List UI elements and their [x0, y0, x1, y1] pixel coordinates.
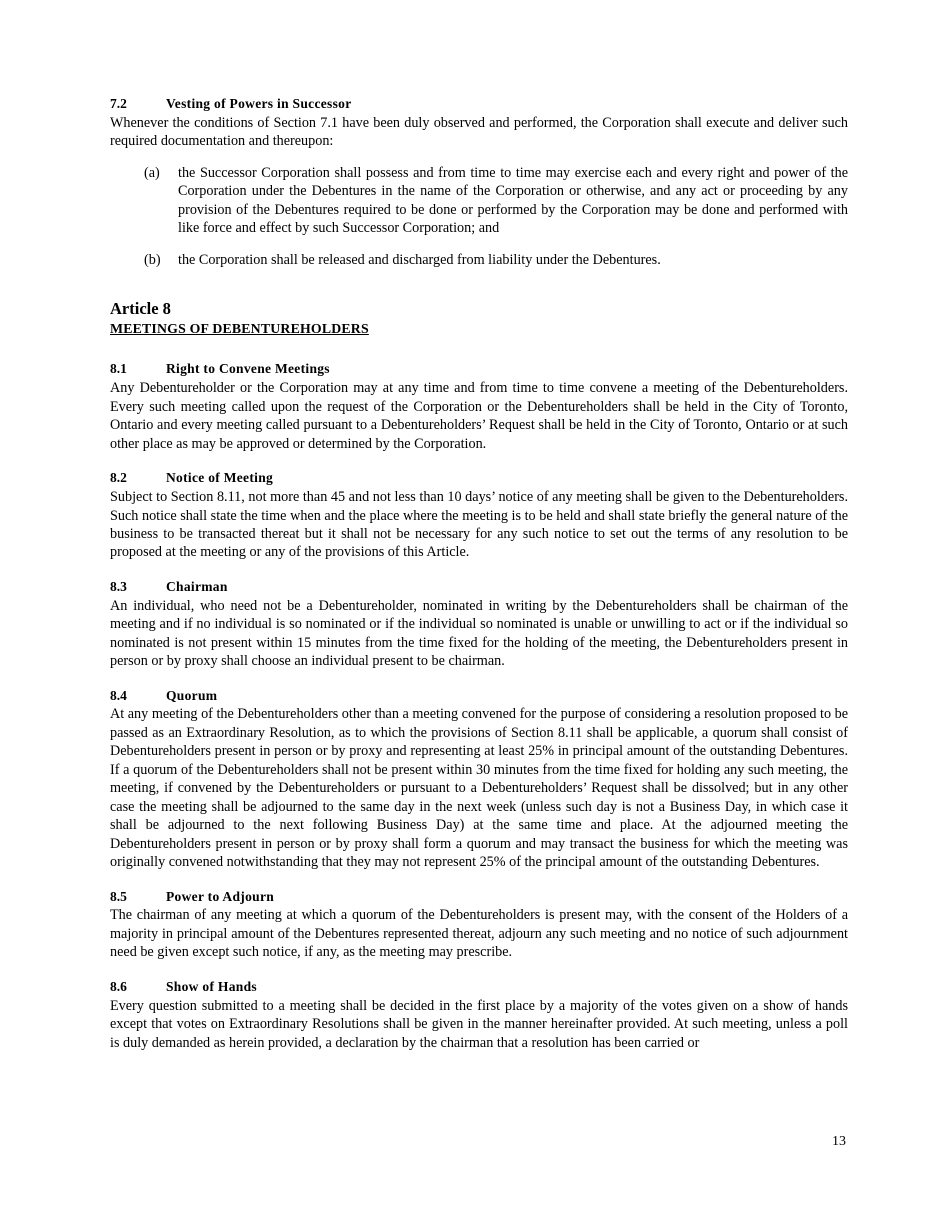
section-number: 7.2 — [110, 96, 127, 111]
list-item — [144, 164, 848, 238]
section-number: 8.5 — [110, 888, 127, 904]
spacer — [110, 151, 848, 164]
section-8-5 — [110, 889, 848, 962]
section-heading — [110, 361, 848, 378]
section-number: 8.1 — [110, 361, 127, 377]
section-number: 8.2 — [110, 470, 127, 486]
section-number: 8.6 — [110, 978, 127, 994]
section-title: Notice of Meeting — [166, 470, 274, 486]
spacer — [110, 238, 848, 251]
section-body: Subject to Section 8.11, not more than 45 and not less than 10 days’ notice of any meeting shall be given to the Debentureholders. Such notice shall state the time when and the place where the meeting is to be held and shall state briefly the general nature of the business to be transacted thereat but it shall not be necessary for any such notice to set out the terms of any resolution to be proposed at the meeting or any of the provisions of this Article. — [110, 489, 848, 561]
section-title: Quorum — [166, 687, 218, 703]
section-title: Vesting of Powers in Successor — [166, 96, 352, 111]
article-heading — [110, 298, 848, 337]
list-item-label: (b) — [144, 251, 161, 268]
section-body: The chairman of any meeting at which a quorum of the Debentureholders is present may, with the consent of the Holders of a majority in principal amount of the Debentures represented thereat, adjourn any such meeting and no notice of such adjournment need be given except such notice, if any, as the meeting may prescribe. — [110, 907, 848, 961]
section-body: Whenever the conditions of Section 7.1 have been duly observed and performed, the Corporation shall execute and deliver such required documentation and thereupon: — [110, 114, 848, 150]
section-number: 8.3 — [110, 578, 127, 594]
section-heading — [110, 96, 848, 113]
section-body: An individual, who need not be a Debentureholder, nominated in writing by the Debentureholders shall be chairman of the meeting and if no individual is so nominated or if the individual so nominated is unable or unwilling to act or if the individual so nominated is not present within 15 minutes from the time fixed for the holding of the meeting, the Debentureholders present in person or by proxy shall choose an individual present to be chairman. — [110, 597, 848, 670]
section-number: 8.4 — [110, 687, 127, 703]
section-title: Chairman — [166, 578, 228, 594]
page-content — [110, 96, 848, 1052]
section-8-1 — [110, 361, 848, 453]
list-item-text: the Successor Corporation shall possess and from time to time may exercise each and every right and power of the Corporation under the Debentures in the name of the Corporation or otherwise, and any act or proceeding by any provision of the Debentures required to be done or performed by the Corporation may be done and performed with like force and effect by such Successor Corporation; and — [178, 164, 848, 237]
page-number: 13 — [832, 1134, 846, 1149]
section-heading — [110, 889, 848, 906]
section-heading — [110, 979, 848, 996]
section-title: Show of Hands — [166, 978, 257, 994]
section-title: Power to Adjourn — [166, 888, 275, 904]
list-item-label: (a) — [144, 164, 160, 181]
section-heading — [110, 579, 848, 596]
article-subtitle: MEETINGS OF DEBENTUREHOLDERS — [110, 321, 369, 337]
section-body: Any Debentureholder or the Corporation may at any time and from time to time convene a meeting of the Debentureholders. Every such meeting called upon the request of the Corporation or the Debentureholders shall be held in the City of Toronto, Ontario and every meeting called pursuant to a Debentureholders’ Request shall be held in the City of Toronto, Ontario or at such other place as may be approved or determined by the Corporation. — [110, 380, 848, 452]
section-8-4 — [110, 688, 848, 872]
section-8-3 — [110, 579, 848, 671]
section-8-2 — [110, 470, 848, 562]
section-7-2 — [110, 96, 848, 151]
section-body: Every question submitted to a meeting shall be decided in the first place by a majority of the votes given on a show of hands except that votes on Extraordinary Resolutions shall be given in the manner hereinafter provided. At such meeting, unless a poll is duly demanded as herein provided, a declaration by the chairman that a resolution has been carried or — [110, 997, 848, 1051]
list-item — [144, 251, 848, 269]
section-8-6 — [110, 979, 848, 1052]
section-heading — [110, 470, 848, 487]
section-body: At any meeting of the Debentureholders other than a meeting convened for the purpose of considering a resolution proposed to be passed as an Extraordinary Resolution, as to which the provisions of Section 8.11 shall be applicable, a quorum shall consist of Debentureholders present in person or by proxy and representing at least 25% in principal amount of the outstanding Debentures. If a quorum of the Debentureholders shall not be present within 30 minutes from the time fixed for holding any such meeting, the meeting, if convened by the Debentureholders or pursuant to a Debentureholders’ Request shall be dissolved; but in any other case the meeting shall be adjourned to the same day in the next week (unless such day is not a Business Day, in which case it shall be adjourned to the next following Business Day) at the same time and place. At the adjourned meeting the Debentureholders present in person or by proxy shall form a quorum and may transact the business for which the meeting was originally convened notwithstanding that they may not represent 25% of the principal amount of the outstanding Debentures. — [110, 706, 848, 871]
list-item-text: the Corporation shall be released and discharged from liability under the Debentures. — [178, 251, 661, 268]
section-heading — [110, 688, 848, 705]
article-title: Article 8 — [110, 299, 171, 319]
section-title: Right to Convene Meetings — [166, 361, 330, 377]
